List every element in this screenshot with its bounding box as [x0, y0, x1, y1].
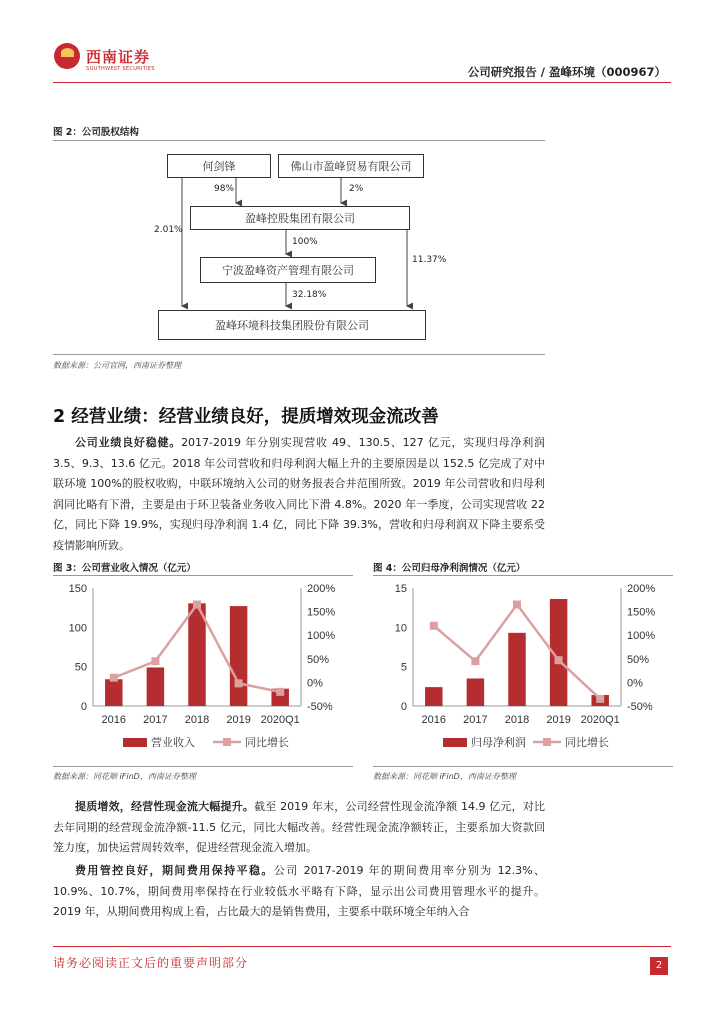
x-tick-label: 2016: [421, 714, 447, 726]
box-holding: 盈峰控股集团有限公司: [190, 206, 410, 230]
y-left-tick-label: 10: [394, 622, 407, 635]
y-left-tick-label: 50: [74, 661, 87, 674]
y-right-tick-label: -50%: [627, 701, 653, 713]
y-left-tick-label: 15: [394, 583, 407, 595]
paragraph-cashflow-lead: 提质增效，经营性现金流大幅提升。: [75, 800, 255, 813]
box-asset-mgmt: 宁波盈峰资产管理有限公司: [200, 257, 376, 283]
y-right-tick-label: 100%: [307, 630, 336, 643]
legend-line-marker: [223, 738, 231, 746]
y-right-tick-label: 50%: [307, 653, 330, 666]
bar: [230, 606, 247, 706]
figure3-bottom-rule: [53, 766, 353, 767]
x-tick-label: 2020Q1: [580, 714, 620, 726]
y-right-tick-label: 200%: [307, 583, 336, 595]
growth-point: [596, 695, 604, 703]
brand-name-en: SOUTHWEST SECURITIES: [86, 66, 155, 72]
net-profit-chart: [373, 578, 673, 763]
brand-name: 西南证券: [86, 48, 151, 66]
growth-point: [430, 622, 438, 630]
growth-point: [555, 656, 563, 664]
y-left-tick-label: 0: [80, 701, 87, 713]
x-tick-label: 2017: [143, 714, 168, 726]
figure4-title: 图 4：公司归母净利润情况（亿元）: [373, 563, 526, 574]
y-left-tick-label: 100: [68, 622, 87, 635]
figure3-source: 数据来源：同花顺 iFinD，西南证券整理: [53, 772, 196, 781]
y-left-tick-label: 5: [400, 661, 407, 674]
y-right-tick-label: 200%: [627, 583, 656, 595]
box-person: 何剑锋: [167, 154, 271, 178]
bar: [508, 633, 525, 706]
figure2-title: 图 2：公司股权结构: [53, 127, 139, 138]
x-tick-label: 2018: [184, 714, 210, 726]
paragraph-expenses-lead: 费用管控良好，期间费用保持平稳。: [75, 864, 274, 877]
bar: [467, 678, 484, 706]
paragraph-performance-lead: 公司业绩良好稳健。: [75, 436, 182, 449]
growth-point: [235, 679, 243, 687]
x-tick-label: 2019: [546, 714, 571, 726]
x-tick-label: 2016: [101, 714, 127, 726]
footer-disclaimer: 请务必阅读正文后的重要声明部分: [53, 956, 249, 970]
figure2-top-rule: [53, 140, 545, 141]
figure2-source: 数据来源：公司官网，西南证券整理: [53, 361, 181, 370]
header-divider: [53, 82, 671, 83]
footer-divider: [53, 946, 671, 947]
figure3-top-rule: [53, 575, 353, 576]
legend-bar-label: 营业收入: [151, 737, 195, 749]
report-label: 公司研究报告 / 盈峰环境（000967）: [467, 65, 666, 79]
section-heading: 2 经营业绩：经营业绩良好，提质增效现金流改善: [53, 407, 439, 427]
legend-bar-swatch: [123, 738, 147, 747]
figure3-title: 图 3：公司营业收入情况（亿元）: [53, 563, 196, 574]
paragraph-cashflow-body: 截至 2019 年末，公司经营性现金流净额 14.9 亿元，对比去年同期的经营现金流净额-11.5 亿元，同比大幅改善。经营性现金流净额转正，主要系加大资款回笼力度，加快运营周转效率，促进经营现金流入增加。: [53, 800, 545, 854]
box-trade-co: 佛山市盈峰贸易有限公司: [278, 154, 424, 178]
paragraph-performance-body: 2017-2019 年分别实现营收 49、130.5、127 亿元，实现归母净利润 3.5、9.3、13.6 亿元。2018 年公司营收和归母利润大幅上升的主要原因是以 152.5 亿完成了对中联环境 100%的股权收购，中联环境纳入公司的财务报表合并范围所致。2019 年公司营收和归母利润同比略有下滑，主要是由于环卫装备业务收入同比下滑 4.8%。2020 年一季度，公司实现营收 22 亿，同比下降 19.9%，实现归母净利润 1.4 亿，同比下降 39.3%，营收和归母利润双下降主要系受疫情影响所致。: [53, 436, 546, 552]
pct-trade-company: 11.37%: [412, 255, 447, 265]
growth-point: [193, 601, 201, 609]
y-right-tick-label: 150%: [307, 606, 336, 619]
y-right-tick-label: 150%: [627, 606, 656, 619]
y-right-tick-label: 0%: [307, 677, 323, 690]
growth-point: [110, 674, 118, 682]
legend-line-label: 同比增长: [565, 737, 609, 749]
y-left-tick-label: 150: [68, 583, 87, 595]
brand-logo-icon: [54, 43, 80, 69]
growth-point: [276, 688, 284, 696]
legend-bar-swatch: [443, 738, 467, 747]
paragraph-expenses: [53, 861, 545, 923]
figure4-source: 数据来源：同花顺 iFinD，西南证券整理: [373, 772, 516, 781]
bar: [147, 667, 164, 706]
page-number: 2: [650, 957, 668, 975]
figure4-bottom-rule: [373, 766, 673, 767]
paragraph-expenses-body: 公司 2017-2019 年的期间费用率分别为 12.3%、10.9%、10.7%，期间费用率保持在行业较低水平略有下降，显示出公司费用管理水平的提升。2019 年，从期间费用构成上看，占比最大的是销售费用，主要系中联环境全年纳入合: [53, 864, 546, 918]
paragraph-performance: [53, 433, 545, 556]
x-tick-label: 2019: [226, 714, 251, 726]
figure4-top-rule: [373, 575, 673, 576]
pct-person-holding: 98%: [214, 184, 235, 194]
growth-point: [471, 657, 479, 665]
x-tick-label: 2017: [463, 714, 488, 726]
x-tick-label: 2018: [504, 714, 530, 726]
legend-bar-label: 归母净利润: [471, 737, 526, 749]
pct-trade-holding: 2%: [349, 184, 364, 194]
revenue-chart: [53, 578, 353, 763]
y-right-tick-label: -50%: [307, 701, 333, 713]
bar: [425, 687, 442, 706]
y-left-tick-label: 0: [400, 701, 407, 713]
growth-point: [513, 601, 521, 609]
y-right-tick-label: 100%: [627, 630, 656, 643]
y-right-tick-label: 50%: [627, 653, 650, 666]
growth-point: [151, 657, 159, 665]
pct-asset-company: 32.18%: [292, 290, 327, 300]
legend-line-marker: [543, 738, 551, 746]
legend-line-label: 同比增长: [245, 737, 289, 749]
box-company: 盈峰环境科技集团股份有限公司: [158, 310, 426, 340]
y-right-tick-label: 0%: [627, 677, 643, 690]
x-tick-label: 2020Q1: [260, 714, 300, 726]
paragraph-cashflow: [53, 797, 545, 859]
pct-person-company: 2.01%: [154, 225, 183, 235]
figure2-bottom-rule: [53, 354, 545, 355]
bar: [105, 679, 122, 706]
pct-holding-asset: 100%: [292, 237, 318, 247]
